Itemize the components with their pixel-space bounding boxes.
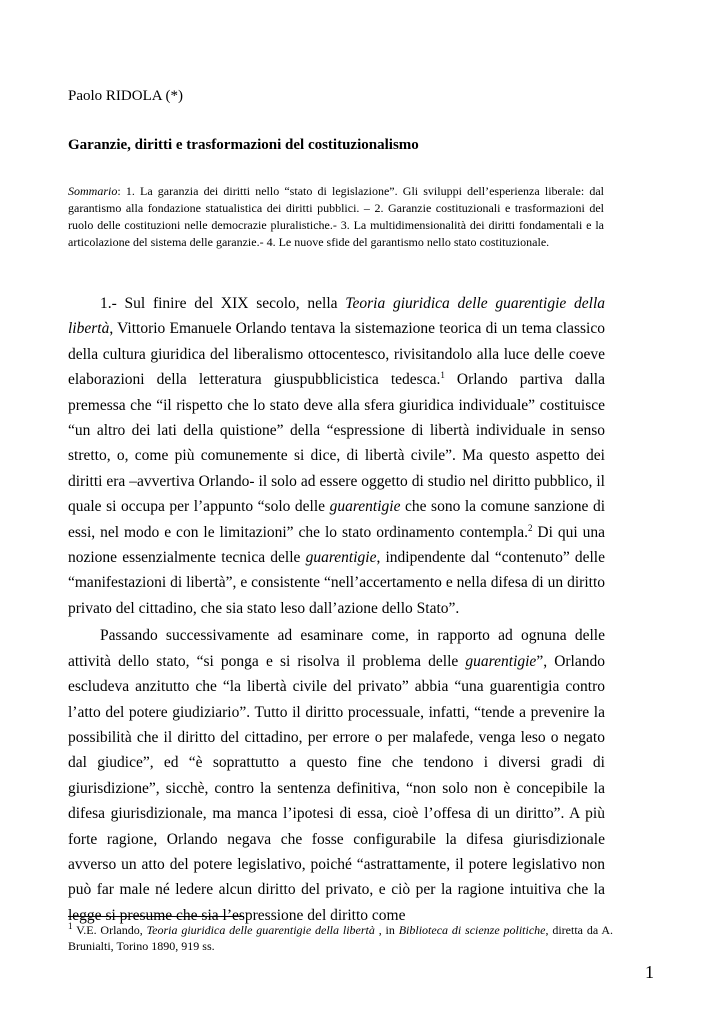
summary-text: : 1. La garanzia dei diritti nello “stato di legislazione”. Gli sviluppi dell’esperienza liberale: dal garantismo alla fondazione statualistica dei diritti pubblici. – 2. Garanzie costituzionali e trasformazioni del ruolo delle costituzioni nelle democrazie pluralistiche.- 3. La multidimensionalità dei diritti fondamentali e la articolazione del sistema delle garanzie.- 4. Le nuove sfide del garantismo nello stato costituzionale.	[68, 184, 604, 249]
p2-text-a: Passando successivamente ad esaminare come, in rapporto ad ognuna delle attività dello stato, “si ponga e si risolva il problema delle	[68, 627, 605, 670]
p1-italic-title: Teoria giuridica delle guarentigie della libertà	[68, 295, 606, 338]
p1-text-f: , indipendente dal “contenuto” delle “manifestazioni di libertà”, e consistente “nell’accertamento e nella difesa di un diritto privato del cittadino, che sia stato leso dall’azione dello Stato”.	[68, 549, 605, 617]
footnote-1	[68, 922, 613, 954]
footnote-number: 1	[68, 921, 73, 931]
page-number: 1	[645, 962, 654, 982]
p1-text-d: che sono la comune sanzione di essi, nel modo e con le limitazioni” che lo stato ordinamento contempla.	[68, 498, 605, 541]
footnote-text-a: V.E. Orlando,	[72, 923, 147, 937]
p2-text-b: ”, Orlando escludeva anzitutto che “la libertà civile del privato” abbia “una guarentigia contro l’atto del potere giudiziario”. Tutto il diritto processuale, infatti, “tende a prevenire la possibilità che il diritto del cittadino, per errore o per malafede, venga leso o negato dal giudice”, ed “è soprattutto a questo fine che tendono i diversi gradi di giurisdizione”, sicchè, contro la sentenza definitiva, “non solo non è concepibile la difesa giurisdizionale, ma manca l’ipotesi di essa, cioè l’offesa di un diritto”. A più forte ragione, Orlando negava che fosse configurabile la difesa giurisdizionale avverso un atto del potere legislativo, poiché “astrattamente, il potere legislativo non può far male né ledere alcun diritto del privato, e ciò per la ragione intuitiva che la legge si presume che sia l’espressione del diritto come	[68, 652, 605, 924]
paragraph-2	[68, 623, 605, 928]
author-name: Paolo RIDOLA (*)	[68, 88, 183, 104]
footnote-ref-2: 2	[527, 522, 533, 533]
p2-italic-guarentigie: guarentigie	[465, 652, 537, 670]
p1-text-c: Orlando partiva dalla premessa che “il rispetto che lo stato deve alla sfera giuridica individuale” costituisce “un altro dei lati della quistione” della “espressione di libertà individuale in senso stretto, o, come più comunemente si dice, di libertà civile”. Ma questo aspetto dei diritti era –avvertiva Orlando- il solo ad essere oggetto di studio nel diritto pubblico, il quale si occupa per l’appunto “solo delle	[68, 371, 605, 516]
footnote-italic-series: Biblioteca di scienze politiche	[398, 923, 546, 937]
summary-label: Sommario	[68, 184, 118, 198]
p1-italic-guarentigie-2: guarentigie	[305, 549, 377, 567]
footnote-separator	[68, 916, 244, 917]
footnote-italic-title: Teoria giuridica delle guarentigie della libertà	[146, 923, 375, 937]
p1-italic-guarentigie-1: guarentigie	[329, 498, 401, 516]
p1-text-b: , Vittorio Emanuele Orlando tentava la sistemazione teorica di un tema classico della cultura giuridica del liberalismo ottocentesco, rivisitandolo alla luce delle coeve elaborazioni della letteratura giuspubblicistica tedesca.	[68, 320, 605, 389]
footnote-text-b: , in	[374, 923, 399, 937]
paragraph-1	[68, 291, 605, 621]
summary-block	[68, 183, 604, 251]
footnote-ref-1: 1	[440, 370, 445, 381]
article-title: Garanzie, diritti e trasformazioni del costituzionalismo	[68, 137, 419, 153]
body-text	[68, 291, 605, 928]
p1-text-a: 1.- Sul finire del XIX secolo, nella	[100, 295, 346, 312]
footnote-text-c: , diretta da A. Brunialti, Torino 1890, 919 ss.	[68, 923, 614, 953]
p1-text-e: Di qui una nozione essenzialmente tecnica delle	[68, 523, 605, 567]
